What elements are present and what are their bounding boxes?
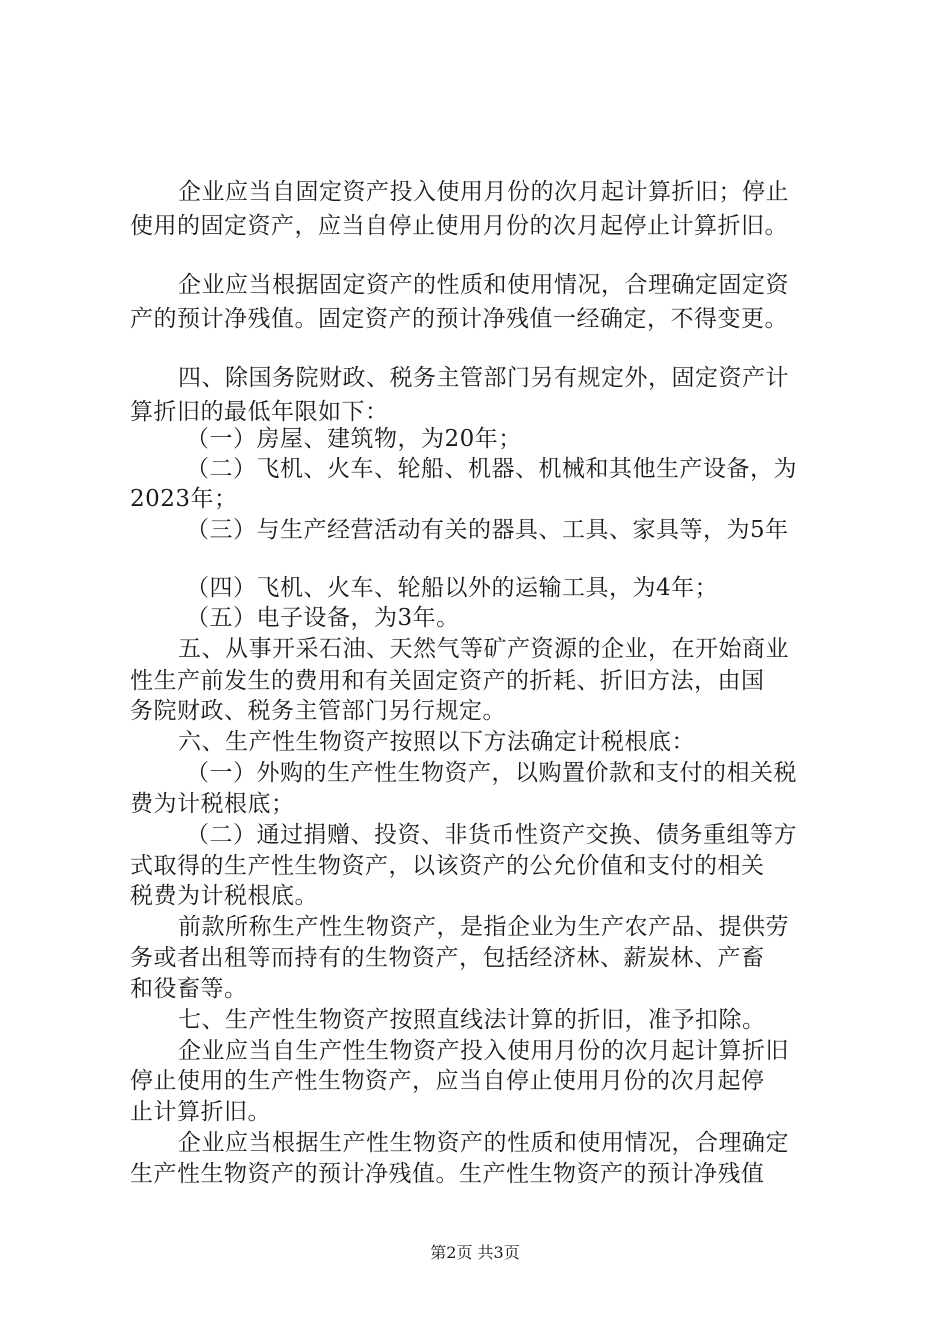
text-line: 前款所称生产性生物资产，是指企业为生产农产品、提供劳: [178, 914, 789, 940]
text-line: （一）房屋、建筑物，为20年；: [186, 426, 522, 452]
text-line: 六、生产性生物资产按照以下方法确定计税根底：: [178, 729, 695, 755]
text-line: 式取得的生产性生物资产，以该资产的公允价值和支付的相关: [130, 853, 765, 879]
text-line: （五）电子设备，为3年。: [186, 605, 460, 631]
text-line: 停止使用的生产性生物资产，应当自停止使用月份的次月起停: [130, 1068, 765, 1094]
text-line: 务院财政、税务主管部门另行规定。: [130, 698, 506, 724]
text-line: 七、生产性生物资产按照直线法计算的折旧，准予扣除。: [178, 1007, 766, 1033]
text-line: 算折旧的最低年限如下：: [130, 399, 389, 425]
text-line: 务或者出租等而持有的生物资产，包括经济林、薪炭林、产畜: [130, 945, 765, 971]
text-line: 企业应当自生产性生物资产投入使用月份的次月起计算折旧: [178, 1038, 789, 1064]
text-line: 企业应当根据生产性生物资产的性质和使用情况，合理确定: [178, 1130, 789, 1156]
text-line: 企业应当自固定资产投入使用月份的次月起计算折旧；停止: [178, 179, 789, 205]
text-line: 产的预计净残值。固定资产的预计净残值一经确定，不得变更。: [130, 306, 788, 332]
text-line: （四）飞机、火车、轮船以外的运输工具，为4年；: [186, 575, 719, 601]
text-line: 企业应当根据固定资产的性质和使用情况，合理确定固定资: [178, 272, 789, 298]
text-line: 生产性生物资产的预计净残值。生产性生物资产的预计净残值: [130, 1161, 765, 1187]
text-line: 2023年；: [130, 486, 238, 512]
text-line: （一）外购的生产性生物资产，以购置价款和支付的相关税: [186, 760, 797, 786]
page-footer: 第2页 共3页: [430, 1243, 520, 1262]
text-line: 止计算折旧。: [130, 1099, 271, 1125]
text-line: （二）飞机、火车、轮船、机器、机械和其他生产设备，为: [186, 456, 797, 482]
text-line: （二）通过捐赠、投资、非货币性资产交换、债务重组等方: [186, 822, 797, 848]
text-line: 使用的固定资产，应当自停止使用月份的次月起停止计算折旧。: [130, 213, 788, 239]
text-line: 性生产前发生的费用和有关固定资产的折耗、折旧方法，由国: [130, 668, 765, 694]
text-line: （三）与生产经营活动有关的器具、工具、家具等，为5年: [186, 517, 789, 543]
text-line: 费为计税根底；: [130, 791, 295, 817]
text-line: 和役畜等。: [130, 976, 248, 1002]
text-line: 四、除国务院财政、税务主管部门另有规定外，固定资产计: [178, 365, 789, 391]
text-line: 五、从事开采石油、天然气等矿产资源的企业，在开始商业: [178, 636, 789, 662]
text-line: 税费为计税根底。: [130, 883, 318, 909]
